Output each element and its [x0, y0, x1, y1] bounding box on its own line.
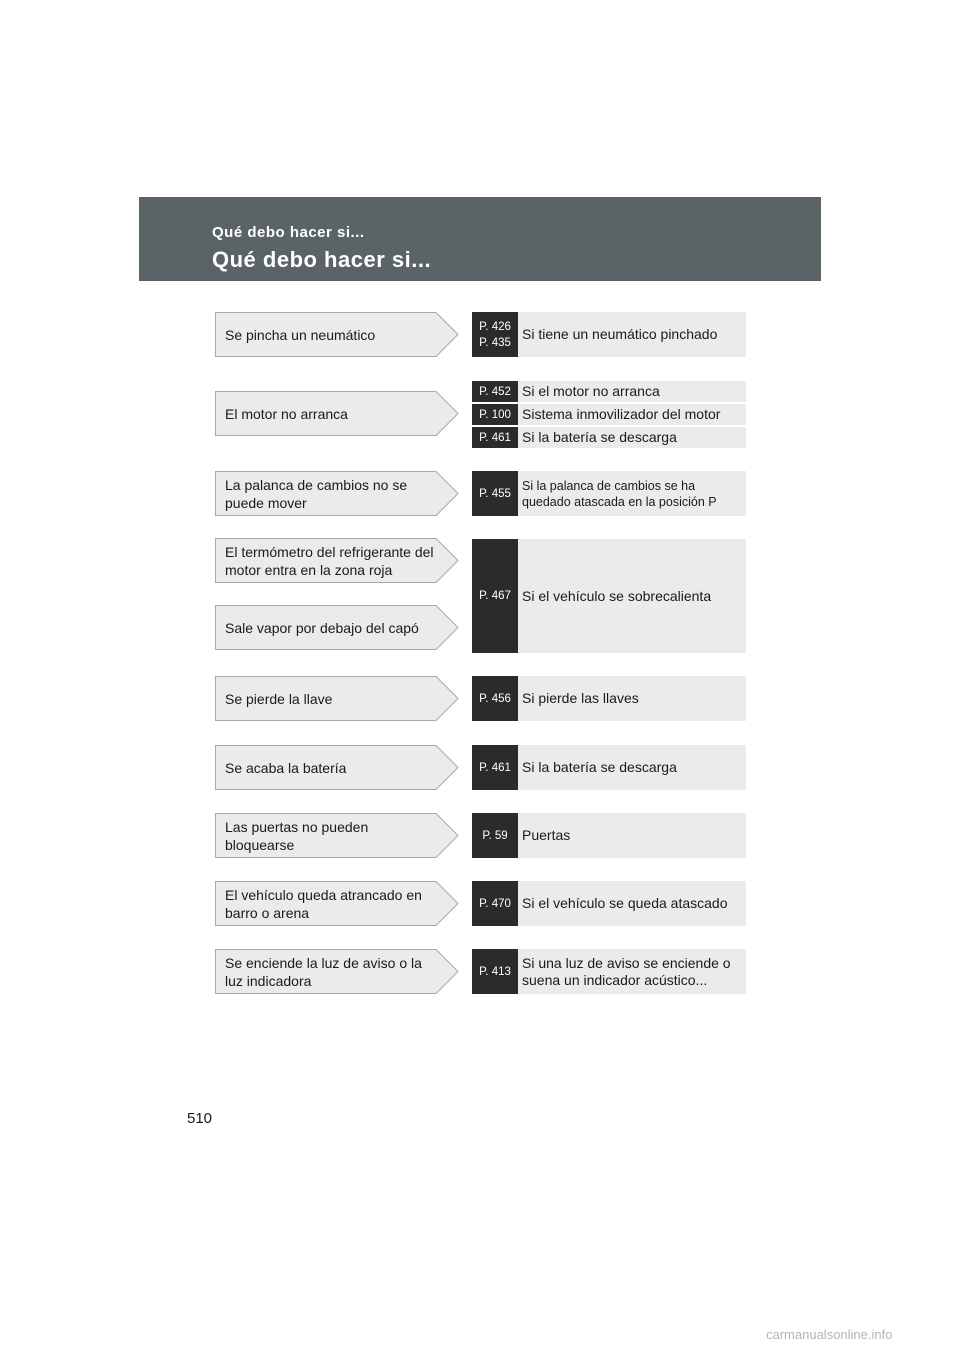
page-ref-badge [472, 745, 518, 790]
condition-doors-no-lock [215, 813, 459, 858]
page-ref-badge [472, 471, 518, 516]
page-ref: P. 426 [479, 320, 511, 333]
page-ref-badge [472, 881, 518, 926]
result-label: Si una luz de aviso se enciende o suena un indicador acústico... [518, 949, 746, 994]
result-label: Si la batería se descarga [518, 745, 746, 790]
page-ref-badge [472, 539, 518, 653]
page-ref: P. 435 [479, 336, 511, 349]
result-vehicle-stuck [472, 881, 746, 926]
page-ref: P. 456 [479, 692, 511, 705]
page-ref: P. 467 [479, 590, 511, 602]
page-ref: P. 100 [479, 408, 511, 421]
condition-engine-no-start [215, 391, 459, 436]
condition-label: La palanca de cambios no se puede mover [225, 476, 408, 511]
condition-label: Se acaba la batería [225, 759, 347, 776]
condition-label: Se enciende la luz de aviso o la luz indicadora [225, 954, 422, 989]
condition-label: El termómetro del refrigerante del motor entra en la zona roja [225, 543, 434, 578]
page-ref: P. 59 [482, 829, 508, 842]
page-ref: P. 452 [479, 385, 511, 398]
page-ref-badge [472, 949, 518, 994]
condition-flat-tire [215, 312, 459, 357]
page-ref: P. 470 [479, 897, 511, 910]
page-ref: P. 413 [479, 965, 511, 978]
result-engine-no-start [472, 381, 746, 402]
page-ref-badge [472, 427, 518, 448]
condition-coolant-red-zone [215, 538, 459, 583]
result-flat-tire [472, 312, 746, 357]
result-battery-discharged [472, 427, 746, 448]
result-label: Si el vehículo se sobrecalienta [518, 539, 746, 653]
result-overheating [472, 539, 746, 653]
page-ref-badge [472, 813, 518, 858]
result-label: Si la palanca de cambios se ha quedado atascada en la posición P [518, 471, 746, 516]
header-subtitle: Qué debo hacer si... [212, 224, 365, 241]
page-ref: P. 455 [479, 487, 511, 500]
condition-battery-dead [215, 745, 459, 790]
page-ref-badge [472, 381, 518, 402]
condition-label: Las puertas no pueden bloquearse [225, 818, 369, 853]
result-doors [472, 813, 746, 858]
watermark: carmanualsonline.info [766, 1327, 893, 1342]
condition-steam-hood [215, 605, 459, 650]
condition-vehicle-stuck [215, 881, 459, 926]
condition-label: Se pincha un neumático [225, 326, 376, 343]
page-ref-badge [472, 676, 518, 721]
condition-shift-lever-stuck [215, 471, 459, 516]
result-label: Si el vehículo se queda atascado [518, 881, 746, 926]
result-shift-lever-stuck [472, 471, 746, 516]
condition-label: El motor no arranca [225, 405, 348, 422]
condition-label: Sale vapor por debajo del capó [225, 619, 419, 636]
result-label: Si la batería se descarga [518, 427, 746, 448]
condition-label: El vehículo queda atrancado en barro o arena [225, 886, 422, 921]
page-ref: P. 461 [479, 431, 511, 444]
page-ref-badge [472, 312, 518, 357]
condition-lost-key [215, 676, 459, 721]
result-label: Si el motor no arranca [518, 381, 746, 402]
result-label: Puertas [518, 813, 746, 858]
header-title: Qué debo hacer si... [212, 247, 432, 272]
result-label: Sistema inmovilizador del motor [518, 404, 746, 425]
page-header [139, 197, 821, 281]
result-battery-discharged-2 [472, 745, 746, 790]
result-immobilizer [472, 404, 746, 425]
result-label: Si tiene un neumático pinchado [518, 312, 746, 357]
page-ref-badge [472, 404, 518, 425]
page-number: 510 [187, 1110, 213, 1127]
condition-warning-light [215, 949, 459, 994]
result-lost-keys [472, 676, 746, 721]
condition-label: Se pierde la llave [225, 690, 333, 707]
page-ref: P. 461 [479, 761, 511, 774]
result-warning-light [472, 949, 746, 994]
result-label: Si pierde las llaves [518, 676, 746, 721]
